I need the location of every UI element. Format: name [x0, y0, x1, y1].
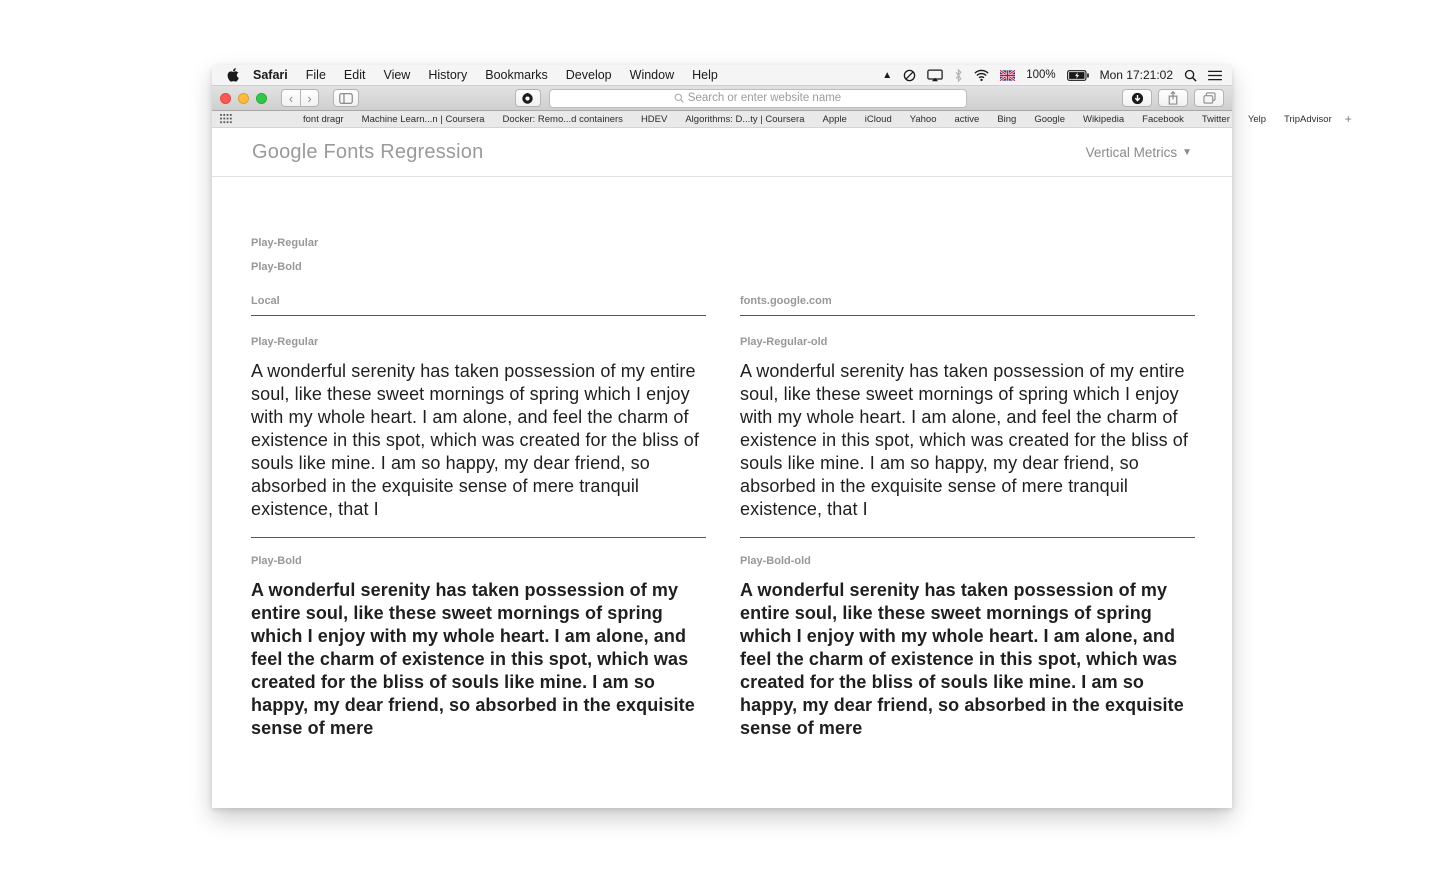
sample-text-bold: A wonderful serenity has taken possession of my entire soul, like these sweet mornings of spring which I enjoy with my whole heart. I am alone, and feel the charm of existence in this spot, which was created for the bliss of souls like mine. I am so happy, my dear friend, so absorbed in the exquisite sense of mere [251, 580, 695, 738]
font-list-item: Play-Regular [251, 237, 319, 249]
share-icon [1167, 91, 1179, 105]
bookmark-item[interactable]: Machine Learn...n | Coursera [361, 113, 485, 125]
bookmark-item[interactable]: active [954, 113, 980, 125]
extension-icon [521, 92, 534, 105]
vertical-metrics-dropdown[interactable] [1086, 145, 1192, 160]
apple-menu[interactable] [222, 68, 244, 82]
forward-button[interactable] [300, 89, 319, 107]
bookmarks-bar [212, 111, 1352, 128]
menu-item-safari[interactable]: Safari [253, 68, 288, 82]
menu-item-bookmarks[interactable]: Bookmarks [485, 68, 548, 82]
do-not-disturb-icon[interactable] [903, 69, 916, 82]
column-header: fonts.google.com [740, 295, 832, 307]
keyboard-layout-flag-icon[interactable] [1000, 70, 1015, 81]
bookmark-item[interactable]: font dragr [303, 113, 344, 125]
divider [251, 315, 706, 316]
column-local [251, 295, 706, 740]
menu-item-help[interactable]: Help [692, 68, 718, 82]
menu-item-history[interactable]: History [428, 68, 468, 82]
bookmark-item[interactable]: Yelp [1247, 113, 1267, 125]
toolbar-right-buttons [1122, 89, 1224, 107]
bookmark-item[interactable]: Bing [997, 113, 1017, 125]
bookmark-item[interactable]: Twitter [1201, 113, 1230, 125]
menu-clock[interactable]: Mon 17:21:02 [1099, 68, 1173, 82]
battery-percent: 100% [1026, 69, 1056, 81]
font-list [251, 237, 1195, 274]
download-icon [1131, 92, 1144, 105]
menu-status-area [882, 68, 1222, 82]
bookmark-item[interactable]: Google [1034, 113, 1065, 125]
comparison-columns [251, 295, 1195, 740]
sidebar-icon [339, 93, 353, 104]
chevron-right-icon: › [307, 90, 312, 106]
search-icon [674, 93, 684, 103]
bookmark-item[interactable]: Wikipedia [1082, 113, 1125, 125]
bookmarks-grid-icon[interactable] [220, 114, 232, 124]
spotlight-search-icon[interactable] [1184, 69, 1197, 82]
menu-item-file[interactable]: File [305, 68, 326, 82]
notification-center-icon[interactable] [1208, 70, 1222, 81]
bookmark-item[interactable]: Algorithms: D...ty | Coursera [685, 113, 805, 125]
safari-toolbar [212, 86, 1232, 111]
bookmark-item[interactable]: Facebook [1142, 113, 1184, 125]
vertical-metrics-label: Vertical Metrics [1085, 144, 1178, 160]
font-list-item: Play-Bold [251, 261, 302, 273]
page-title: Google Fonts Regression [252, 140, 484, 163]
page-header [212, 128, 1232, 177]
battery-icon[interactable] [1067, 70, 1089, 81]
url-placeholder: Search or enter website name [687, 92, 842, 104]
add-bookmark-button[interactable]: + [1344, 112, 1352, 126]
url-search-field[interactable] [549, 89, 967, 108]
caret-down-icon: ▼ [1182, 146, 1192, 158]
chevron-left-icon: ‹ [288, 90, 294, 106]
extension-button[interactable] [515, 89, 541, 107]
airplay-display-icon[interactable] [927, 69, 943, 82]
bookmark-item[interactable]: TripAdvisor [1284, 113, 1332, 125]
divider [740, 537, 1195, 538]
page-content [212, 177, 1232, 740]
share-button[interactable] [1158, 89, 1188, 107]
back-button[interactable] [281, 89, 300, 107]
minimize-window-button[interactable] [238, 93, 249, 104]
bookmark-item[interactable]: HDEV [640, 113, 668, 125]
bookmark-item[interactable]: Yahoo [909, 113, 937, 125]
menu-bar [212, 65, 1232, 86]
mac-screen [212, 65, 1352, 808]
bluetooth-icon[interactable] [954, 69, 963, 82]
bookmark-item[interactable]: Apple [822, 113, 847, 125]
column-fonts-google [740, 295, 1195, 740]
section-label: Play-Regular-old [740, 336, 828, 348]
history-nav [281, 89, 319, 107]
menu-item-view[interactable]: View [383, 68, 411, 82]
menu-extra-triangle-icon[interactable]: ▲ [882, 69, 893, 81]
wifi-icon[interactable] [974, 70, 989, 81]
close-window-button[interactable] [220, 93, 231, 104]
menu-item-window[interactable]: Window [629, 68, 675, 82]
section-label: Play-Bold-old [740, 555, 811, 567]
menu-item-edit[interactable]: Edit [343, 68, 366, 82]
zoom-window-button[interactable] [256, 93, 267, 104]
section-label: Play-Regular [251, 336, 319, 348]
divider [251, 537, 706, 538]
bookmark-item[interactable]: iCloud [864, 113, 892, 125]
divider [740, 315, 1195, 316]
tab-overview-button[interactable] [1194, 89, 1224, 107]
sample-text-bold-old: A wonderful serenity has taken possession of my entire soul, like these sweet mornings of spring which I enjoy with my whole heart. I am alone, and feel the charm of existence in this spot, which was created for the bliss of souls like mine. I am so happy, my dear friend, so absorbed in the exquisite sense of mere [740, 580, 1184, 738]
window-controls [220, 93, 267, 104]
tabs-icon [1203, 92, 1216, 104]
section-label: Play-Bold [251, 555, 302, 567]
sample-text-regular-old: A wonderful serenity has taken possession of my entire soul, like these sweet mornings of spring which I enjoy with my whole heart. I am alone, and feel the charm of existence in this spot, which was created for the bliss of souls like mine. I am so happy, my dear friend, so absorbed in the exquisite sense of mere tranquil existence, that I [740, 361, 1189, 519]
menu-item-develop[interactable]: Develop [565, 68, 612, 82]
bookmark-item[interactable]: Docker: Remo...d containers [502, 113, 623, 125]
downloads-button[interactable] [1122, 89, 1152, 107]
sample-text-regular: A wonderful serenity has taken possession of my entire soul, like these sweet mornings of spring which I enjoy with my whole heart. I am alone, and feel the charm of existence in this spot, which was created for the bliss of souls like mine. I am so happy, my dear friend, so absorbed in the exquisite sense of mere tranquil existence, that I [251, 361, 700, 519]
column-header: Local [251, 295, 280, 307]
apple-icon [227, 68, 239, 82]
sidebar-toggle-button[interactable] [333, 89, 359, 107]
